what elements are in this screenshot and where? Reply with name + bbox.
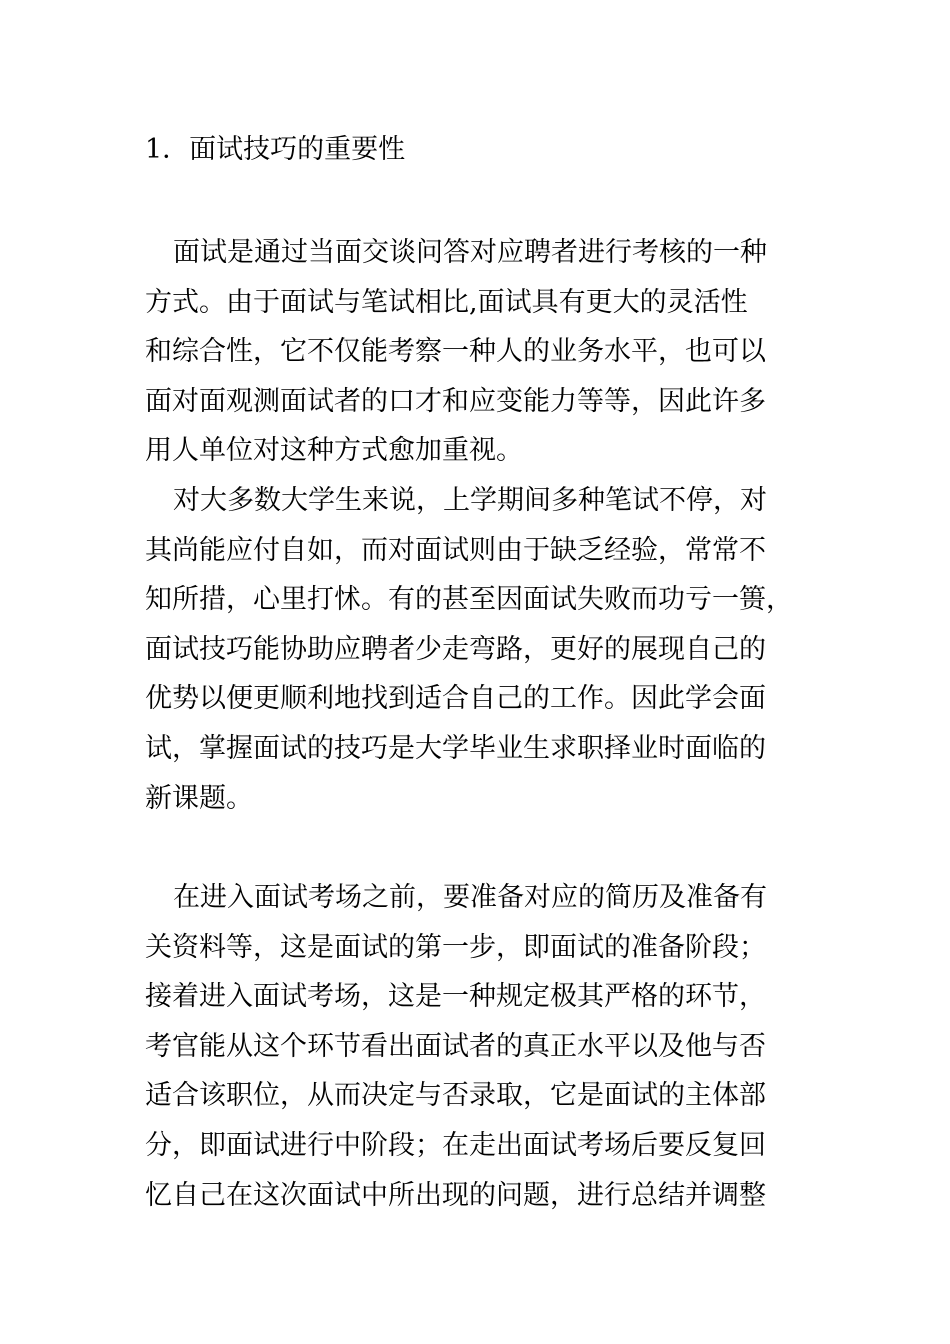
section-heading: 1．面试技巧的重要性 bbox=[145, 134, 406, 165]
paragraph-line: 关资料等，这是面试的第一步，即面试的准备阶段； bbox=[145, 931, 766, 963]
paragraph-line: 适合该职位，从而决定与否录取，它是面试的主体部 bbox=[145, 1080, 766, 1112]
paragraph-line: 面试是通过当面交谈问答对应聘者进行考核的一种 bbox=[173, 237, 767, 268]
paragraph-line: 其尚能应付自如，而对面试则由于缺乏经验，常常不 bbox=[145, 534, 766, 566]
paragraph-3 bbox=[145, 873, 825, 1220]
paragraph-line: 忆自己在这次面试中所出现的问题，进行总结并调整 bbox=[145, 1179, 766, 1211]
paragraph-line: 对大多数大学生来说，上学期间多种笔试不停，对 bbox=[173, 485, 767, 516]
paragraph-line: 新课题。 bbox=[145, 782, 253, 814]
paragraph-line: 接着进入面试考场，这是一种规定极其严格的环节， bbox=[145, 981, 766, 1013]
paragraph-line: 方式。由于面试与笔试相比,面试具有更大的灵活性 bbox=[145, 286, 748, 318]
paragraph-line: 面试技巧能协助应聘者少走弯路，更好的展现自己的 bbox=[145, 633, 766, 665]
paragraph-line: 在进入面试考场之前，要准备对应的简历及准备有 bbox=[173, 882, 767, 913]
paragraph-2 bbox=[145, 476, 825, 823]
paragraph-line: 知所措，心里打怵。有的甚至因面试失败而功亏一篑， bbox=[145, 584, 793, 616]
paragraph-line: 考官能从这个环节看出面试者的真正水平以及他与否 bbox=[145, 1030, 766, 1062]
paragraph-line: 优势以便更顺利地找到适合自己的工作。因此学会面 bbox=[145, 683, 766, 715]
paragraph-line: 面对面观测面试者的口才和应变能力等等，因此许多 bbox=[145, 385, 766, 417]
paragraph-line: 和综合性，它不仅能考察一种人的业务水平，也可以 bbox=[145, 336, 766, 368]
paragraph-line: 用人单位对这种方式愈加重视。 bbox=[145, 435, 523, 467]
paragraph-line: 分，即面试进行中阶段；在走出面试考场后要反复回 bbox=[145, 1129, 766, 1161]
paragraph-line: 试，掌握面试的技巧是大学毕业生求职择业时面临的 bbox=[145, 732, 766, 764]
paragraph-1 bbox=[145, 228, 825, 476]
